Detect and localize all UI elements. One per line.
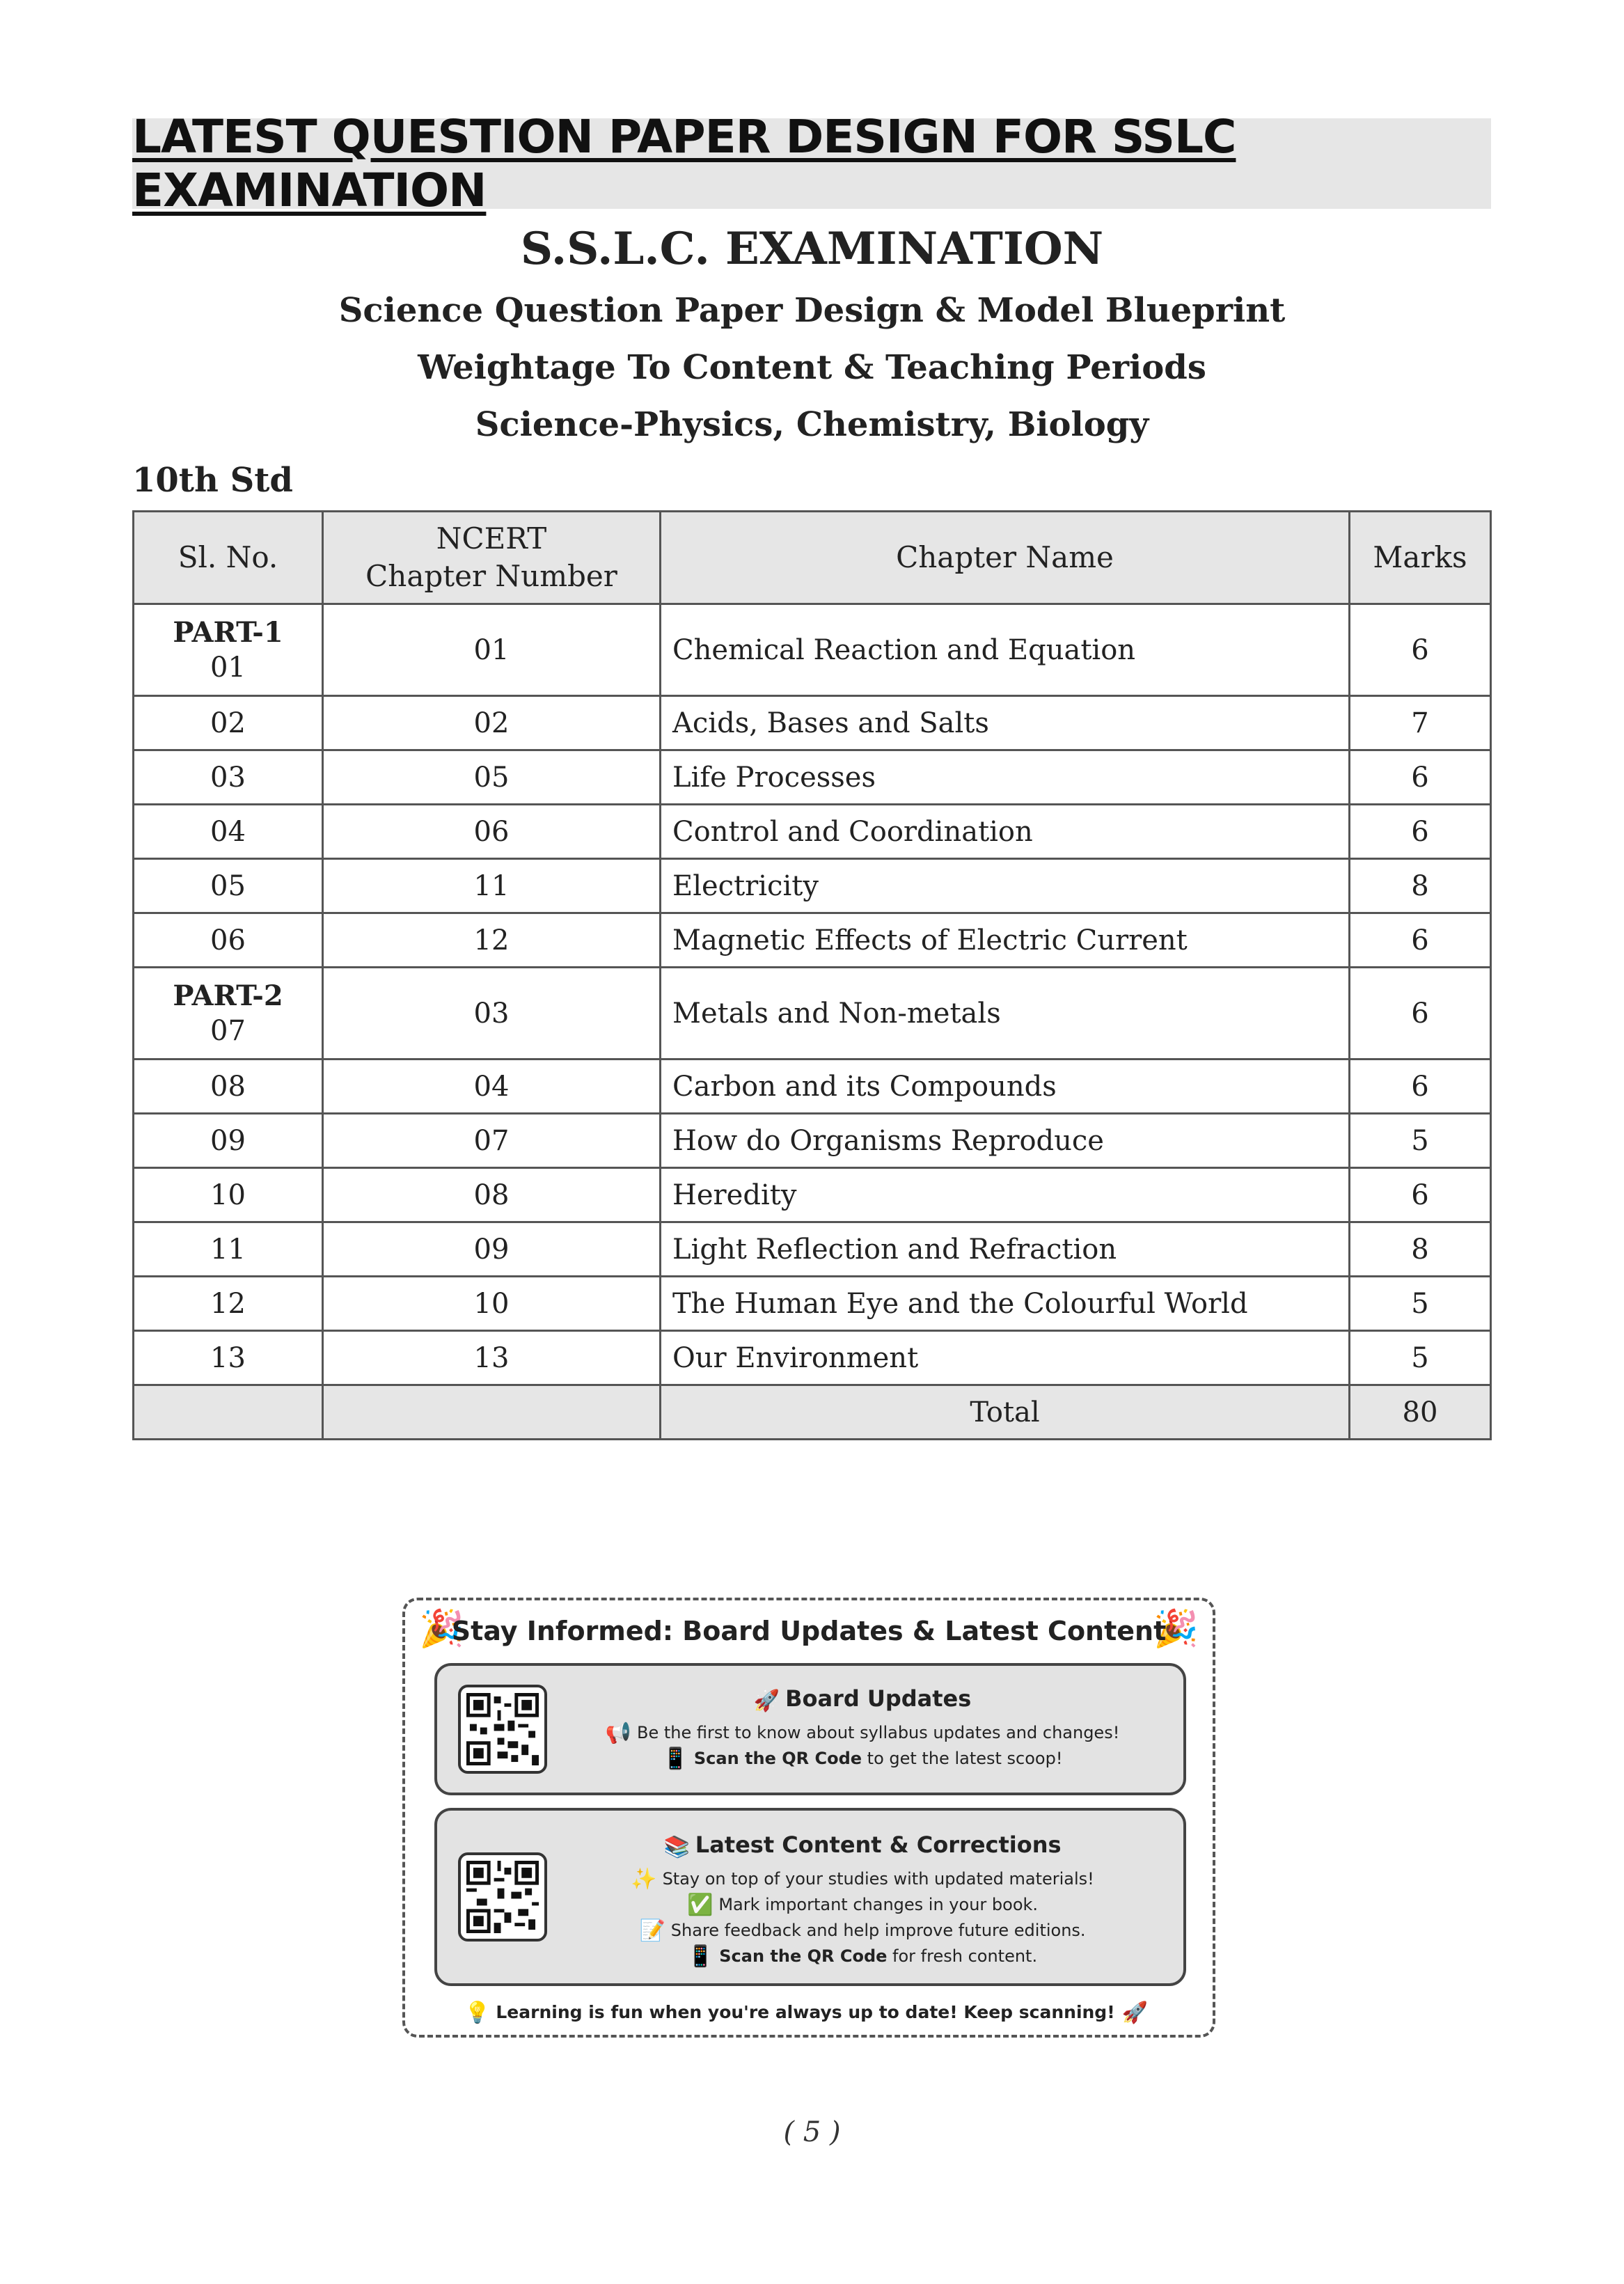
slno-cell: 11 — [134, 1222, 323, 1277]
marks-cell: 5 — [1350, 1277, 1491, 1331]
latest-content-body — [555, 1832, 1169, 1969]
header-ncert-line1: NCERT — [436, 521, 547, 556]
board-updates-title-text: Board Updates — [785, 1685, 972, 1712]
table-row — [134, 1114, 1491, 1168]
qr-code-graphic — [466, 1693, 539, 1765]
chapter-number-cell: 10 — [323, 1277, 661, 1331]
total-row — [134, 1385, 1491, 1440]
info-box — [402, 1598, 1215, 2038]
board-updates-line2-text: to get the latest scoop! — [862, 1749, 1063, 1768]
total-marks: 80 — [1350, 1385, 1491, 1440]
table-row — [134, 1168, 1491, 1222]
marks-cell: 7 — [1350, 696, 1491, 750]
chapter-number-cell: 05 — [323, 750, 661, 805]
marks-cell: 6 — [1350, 968, 1491, 1060]
qr-code-icon[interactable] — [458, 1852, 547, 1942]
table-row — [134, 1331, 1491, 1385]
banner-title: LATEST QUESTION PAPER DESIGN FOR SSLC EXAMINATION — [132, 110, 1236, 217]
rocket-icon: 🚀 — [1121, 2001, 1148, 2025]
chapter-name-cell: How do Organisms Reproduce — [661, 1114, 1350, 1168]
party-popper-icon: 🎉 — [1153, 1608, 1199, 1650]
chapter-name-cell: Magnetic Effects of Electric Current — [661, 913, 1350, 968]
chapter-number-cell: 06 — [323, 805, 661, 859]
latest-content-line1-text: Stay on top of your studies with updated materials! — [662, 1869, 1094, 1889]
latest-content-line4-text: for fresh content. — [887, 1946, 1038, 1966]
exam-title: S.S.L.C. EXAMINATION — [520, 223, 1104, 275]
chapter-name-cell: Control and Coordination — [661, 805, 1350, 859]
chapter-name-cell: Metals and Non-metals — [661, 968, 1350, 1060]
table-row — [134, 696, 1491, 750]
header-ncert-line2: Chapter Number — [365, 559, 617, 593]
chapter-number-cell: 01 — [323, 604, 661, 696]
latest-content-title — [555, 1832, 1169, 1859]
latest-content-line4 — [555, 1944, 1169, 1969]
phone-icon: 📱 — [687, 1944, 714, 1969]
board-updates-line1-text: Be the first to know about syllabus updates and changes! — [637, 1723, 1120, 1742]
subtitle-weightage: Weightage To Content & Teaching Periods — [418, 348, 1206, 387]
part-label: PART-2 — [173, 979, 283, 1012]
chapter-name-cell: Electricity — [661, 859, 1350, 913]
phone-icon: 📱 — [662, 1747, 688, 1771]
slno-cell: 12 — [134, 1277, 323, 1331]
chapter-number-cell: 02 — [323, 696, 661, 750]
page-number: ( 5 ) — [783, 2116, 841, 2148]
chapter-number-cell: 09 — [323, 1222, 661, 1277]
part-label: PART-1 — [173, 615, 283, 649]
chapter-name-cell: Acids, Bases and Salts — [661, 696, 1350, 750]
board-updates-line2 — [555, 1746, 1169, 1772]
chapter-number-cell: 07 — [323, 1114, 661, 1168]
slno-cell: 04 — [134, 805, 323, 859]
slno-cell: 05 — [134, 859, 323, 913]
total-label: Total — [661, 1385, 1350, 1440]
slno-cell: 10 — [134, 1168, 323, 1222]
chapter-name-cell: Life Processes — [661, 750, 1350, 805]
table-row — [134, 750, 1491, 805]
slno-cell: 02 — [134, 696, 323, 750]
table-row — [134, 1060, 1491, 1114]
empty-cell — [323, 1385, 661, 1440]
scan-qr-bold: Scan the QR Code — [719, 1946, 888, 1966]
marks-cell: 8 — [1350, 859, 1491, 913]
slno-cell: 09 — [134, 1114, 323, 1168]
latest-content-line3-text: Share feedback and help improve future editions. — [670, 1921, 1086, 1940]
marks-cell: 6 — [1350, 1168, 1491, 1222]
marks-cell: 6 — [1350, 805, 1491, 859]
lightbulb-icon: 💡 — [464, 2001, 491, 2025]
subtitle-design: Science Question Paper Design & Model Blueprint — [338, 291, 1286, 330]
chapter-number-cell: 12 — [323, 913, 661, 968]
table-row — [134, 968, 1491, 1060]
slno-cell: 13 — [134, 1331, 323, 1385]
checkbox-icon: ✅ — [686, 1893, 714, 1917]
chapter-number-cell: 11 — [323, 859, 661, 913]
slno-value: 07 — [210, 1014, 246, 1047]
class-label: 10th Std — [132, 461, 293, 500]
table-row — [134, 913, 1491, 968]
marks-cell: 8 — [1350, 1222, 1491, 1277]
table-row — [134, 1222, 1491, 1277]
sparkles-icon: ✨ — [631, 1867, 657, 1891]
header-slno: Sl. No. — [134, 512, 323, 604]
chapter-name-cell: Light Reflection and Refraction — [661, 1222, 1350, 1277]
latest-content-line2-text: Mark important changes in your book. — [718, 1895, 1039, 1914]
slno-value: 01 — [210, 651, 246, 684]
header-ncert — [323, 512, 661, 604]
board-updates-title — [555, 1685, 1169, 1713]
slno-cell: 08 — [134, 1060, 323, 1114]
info-box-title: Stay Informed: Board Updates & Latest Content — [451, 1616, 1167, 1646]
table-row — [134, 805, 1491, 859]
chapter-number-cell: 03 — [323, 968, 661, 1060]
marks-cell: 6 — [1350, 604, 1491, 696]
latest-content-title-text: Latest Content & Corrections — [695, 1832, 1062, 1858]
chapter-name-cell: Our Environment — [661, 1331, 1350, 1385]
info-box-footer — [405, 2001, 1213, 2025]
chapter-name-cell: The Human Eye and the Colourful World — [661, 1277, 1350, 1331]
qr-code-icon[interactable] — [458, 1685, 547, 1774]
board-updates-line1 — [555, 1720, 1169, 1746]
memo-icon: 📝 — [639, 1919, 665, 1943]
marks-cell: 6 — [1350, 750, 1491, 805]
board-updates-content — [555, 1685, 1169, 1772]
scan-qr-bold: Scan the QR Code — [693, 1749, 862, 1768]
chapter-number-cell: 08 — [323, 1168, 661, 1222]
marks-cell: 6 — [1350, 913, 1491, 968]
chapter-name-cell: Chemical Reaction and Equation — [661, 604, 1350, 696]
slno-cell: 06 — [134, 913, 323, 968]
board-updates-card — [434, 1663, 1186, 1795]
chapter-name-cell: Heredity — [661, 1168, 1350, 1222]
slno-cell — [134, 968, 323, 1060]
slno-cell — [134, 604, 323, 696]
chapter-name-cell: Carbon and its Compounds — [661, 1060, 1350, 1114]
blueprint-table — [132, 510, 1492, 1440]
table-header-row — [134, 512, 1491, 604]
rocket-icon: 🚀 — [753, 1689, 780, 1713]
header-chapter-name: Chapter Name — [661, 512, 1350, 604]
latest-content-card — [434, 1808, 1186, 1986]
latest-content-line1 — [555, 1866, 1169, 1892]
party-popper-icon: 🎉 — [419, 1608, 464, 1650]
megaphone-icon: 📢 — [605, 1721, 632, 1745]
table-row — [134, 604, 1491, 696]
books-icon: 📚 — [663, 1835, 690, 1859]
chapter-number-cell: 04 — [323, 1060, 661, 1114]
marks-cell: 6 — [1350, 1060, 1491, 1114]
latest-content-line2 — [555, 1892, 1169, 1918]
empty-cell — [134, 1385, 323, 1440]
info-box-footer-text: Learning is fun when you're always up to date! Keep scanning! — [496, 2002, 1115, 2022]
slno-cell: 03 — [134, 750, 323, 805]
top-banner — [132, 110, 1491, 217]
marks-cell: 5 — [1350, 1331, 1491, 1385]
table-row — [134, 859, 1491, 913]
chapter-number-cell: 13 — [323, 1331, 661, 1385]
marks-cell: 5 — [1350, 1114, 1491, 1168]
table-row — [134, 1277, 1491, 1331]
qr-code-graphic — [466, 1861, 539, 1933]
subtitle-subjects: Science-Physics, Chemistry, Biology — [475, 405, 1149, 444]
latest-content-line3 — [555, 1918, 1169, 1944]
header-marks: Marks — [1350, 512, 1491, 604]
